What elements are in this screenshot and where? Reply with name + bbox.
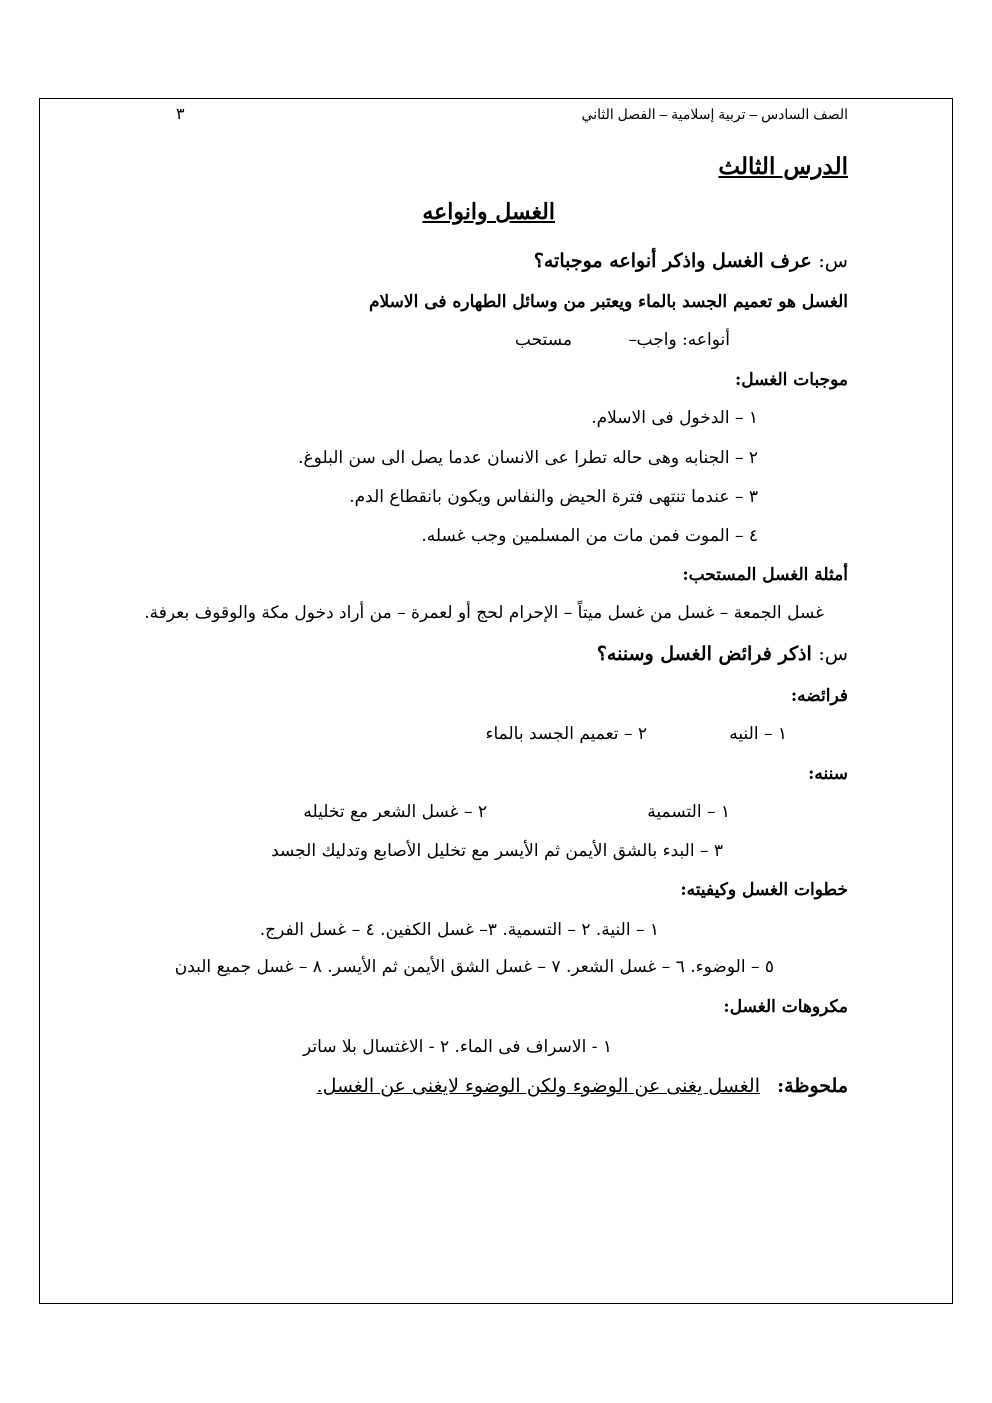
types-second: مستحب [514, 330, 572, 350]
page-header-title: الصف السادس – تربية إسلامية – الفصل الثاني [581, 106, 848, 122]
disliked-heading: مكروهات الغسل: [723, 997, 848, 1017]
obligation-item: ٤ – الموت فمن مات من المسلمين وجب غسله. [421, 526, 758, 546]
lesson-title: الدرس الثالث [718, 153, 848, 180]
obligation-item: ٣ – عندما تنتهى فترة الحيض والنفاس ويكون بانقطاع الدم. [349, 487, 758, 507]
question-1 [534, 250, 848, 272]
ghusl-definition: الغسل هو تعميم الجسد بالماء ويعتبر من وسائل الطهاره فى الاسلام [368, 292, 848, 312]
obligation-item: ٢ – الجنابه وهى حاله تطرا عى الانسان عدما يصل الى سن البلوغ. [298, 448, 758, 468]
obligatory-item: ٢ – تعميم الجسد بالماء [485, 724, 647, 744]
obligatory-item: ١ – النيه [729, 724, 787, 744]
question-2 [597, 643, 848, 665]
obligations-heading: موجبات الغسل: [734, 370, 848, 390]
note-label: ملحوظة: [777, 1075, 848, 1097]
sunnah-heading: سننه: [808, 764, 848, 784]
sunnah-item: ٣ – البدء بالشق الأيمن ثم الأيسر مع تخليل الأصابع وتدليك الجسد [271, 841, 723, 861]
types-label: أنواعه: واجب [636, 330, 730, 350]
disliked-line: ١ - الاسراف فى الماء. ٢ - الاغتسال بلا ساتر [303, 1037, 612, 1057]
steps-line: ١ – النية. ٢ – التسمية. ٣– غسل الكفين. ٤ – غسل الفرج. [259, 920, 659, 940]
question-text: عرف الغسل واذكر أنواعه موجباته؟ [533, 250, 812, 272]
question-prefix: س: [818, 643, 848, 665]
note-text: الغسل يغنى عن الوضوء ولكن الوضوء لايغنى عن الغسل. [316, 1075, 760, 1097]
question-text: اذكر فرائض الغسل وسننه؟ [596, 643, 812, 665]
sunnah-item: ١ – التسمية [647, 802, 730, 822]
sunnah-item: ٢ – غسل الشعر مع تخليله [303, 802, 487, 822]
question-prefix: س: [818, 250, 848, 272]
recommended-heading: أمثلة الغسل المستحب: [682, 565, 848, 585]
obligation-item: ١ – الدخول فى الاسلام. [591, 408, 758, 428]
page-number: ٣ [176, 104, 185, 123]
lesson-subtitle: الغسل وانواعه [422, 199, 555, 225]
steps-heading: خطوات الغسل وكيفيته: [680, 880, 848, 900]
steps-line: ٥ – الوضوء. ٦ – غسل الشعر. ٧ – غسل الشق الأيمن ثم الأيسر. ٨ – غسل جميع البدن [174, 957, 774, 977]
recommended-text: غسل الجمعة – غسل من غسل ميتاً – الإحرام لحج أو لعمرة – من أراد دخول مكة والوقوف بعرفة. [144, 603, 824, 623]
types-separator: – [628, 330, 637, 350]
obligatory-heading: فرائضه: [790, 686, 848, 706]
